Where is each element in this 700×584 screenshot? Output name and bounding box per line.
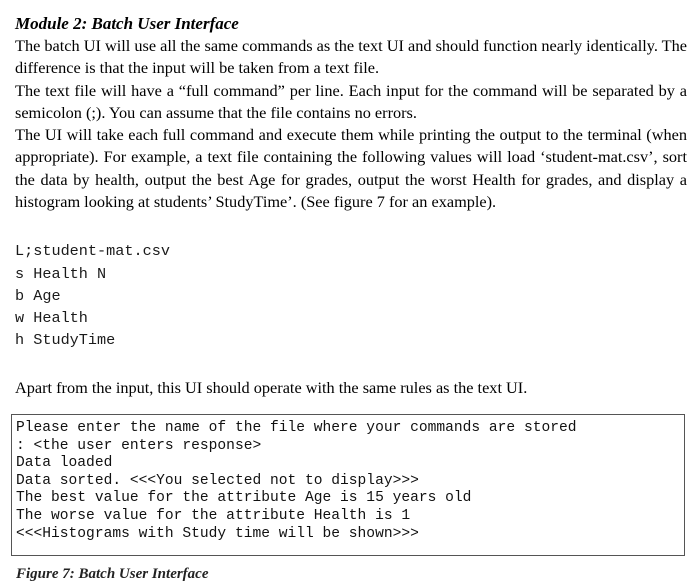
paragraph-execution: The UI will take each full command and execute them while printing the output to the terminal (when appropriate). For example, a text file containing the following values will load ‘student-mat.csv’, sort the data by health, output the best Age for grades, output the worst Health for grades, and display a histogram looking at students’ StudyTime’. (See figure 7 for an example). bbox=[15, 125, 687, 212]
paragraph-file-format: The text file will have a “full command” per line. Each input for the command will be separated by a semicolon (;). You can assume that the file contains no errors. bbox=[15, 80, 687, 122]
paragraph-intro: The batch UI will use all the same commands as the text UI and should function nearly identically. The difference is that the input will be taken from a text file. bbox=[15, 36, 687, 78]
terminal-line: The worse value for the attribute Health is 1 bbox=[16, 507, 411, 524]
figure-caption: Figure 7: Batch User Interface bbox=[16, 566, 209, 582]
code-line: h StudyTime bbox=[15, 331, 116, 350]
terminal-line: Please enter the name of the file where your commands are stored bbox=[16, 420, 577, 436]
terminal-line: Data sorted. <<<You selected not to display>>> bbox=[16, 472, 419, 489]
example-commands-block bbox=[15, 240, 687, 351]
code-line: b Age bbox=[15, 286, 61, 305]
code-line: L;student-mat.csv bbox=[15, 242, 170, 261]
terminal-line: : <the user enters response> bbox=[16, 437, 262, 454]
terminal-line: The best value for the attribute Age is 15 years old bbox=[16, 490, 472, 507]
paragraph-rules: Apart from the input, this UI should operate with the same rules as the text UI. bbox=[15, 378, 528, 398]
terminal-output-box bbox=[11, 414, 685, 556]
code-line: w Health bbox=[15, 308, 88, 327]
terminal-line: Data loaded bbox=[16, 455, 113, 472]
terminal-line: <<<Histograms with Study time will be shown>>> bbox=[16, 525, 419, 542]
code-line: s Health N bbox=[15, 264, 107, 283]
document-page bbox=[15, 13, 687, 400]
section-heading: Module 2: Batch User Interface bbox=[15, 14, 239, 33]
